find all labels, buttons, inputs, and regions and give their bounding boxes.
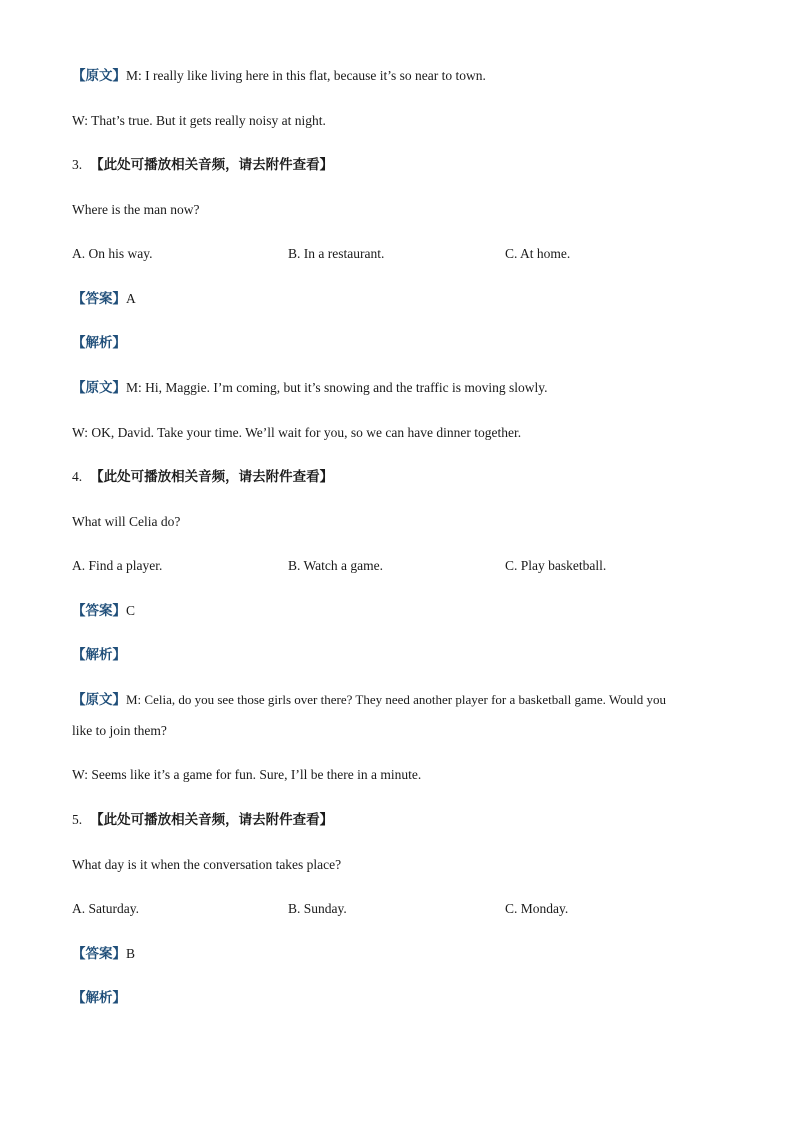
audio-note: 【此处可播放相关音频，请去附件查看】	[90, 469, 334, 485]
analysis-line	[72, 335, 126, 351]
answer-value: B	[126, 946, 136, 961]
answer-line	[72, 946, 135, 962]
option-b: B. In a restaurant.	[288, 246, 385, 261]
option-b: B. Sunday.	[288, 901, 347, 916]
question-4-text: What will Celia do?	[72, 514, 181, 529]
source-text: M: Hi, Maggie. I’m coming, but it’s snowing and the traffic is moving slowly.	[126, 380, 548, 395]
option-a: A. Find a player.	[72, 558, 163, 573]
answer-value: A	[126, 291, 136, 306]
question-4-audio-line	[72, 469, 333, 485]
question-3-audio-line	[72, 157, 333, 173]
question-number: 4.	[72, 469, 83, 484]
source-text-line	[72, 767, 421, 783]
answer-tag: 【答案】	[72, 946, 126, 962]
source-text: like to join them?	[72, 723, 167, 738]
answer-line	[72, 603, 135, 619]
source-text-line	[72, 692, 666, 708]
question-5-audio-line	[72, 812, 333, 828]
answer-value: C	[126, 603, 136, 618]
source-tag: 【原文】	[72, 380, 126, 396]
answer-tag: 【答案】	[72, 603, 126, 619]
analysis-line	[72, 990, 126, 1006]
source-text: M: Celia, do you see those girls over there? They need another player for a basketball game. Would you	[126, 692, 666, 707]
source-text-line	[72, 425, 521, 441]
source-text: W: OK, David. Take your time. We’ll wait for you, so we can have dinner together.	[72, 425, 522, 440]
audio-note: 【此处可播放相关音频，请去附件查看】	[90, 812, 334, 828]
source-text: W: That’s true. But it gets really noisy at night.	[72, 113, 326, 128]
option-c: C. Play basketball.	[505, 558, 607, 573]
source-text-line	[72, 380, 547, 396]
option-a: A. On his way.	[72, 246, 153, 261]
option-c: C. Monday.	[505, 901, 569, 916]
answer-tag: 【答案】	[72, 291, 126, 307]
analysis-tag: 【解析】	[72, 990, 126, 1006]
source-text: M: I really like living here in this flat, because it’s so near to town.	[126, 68, 486, 83]
source-text-line	[72, 68, 486, 84]
answer-line	[72, 291, 136, 307]
question-3-text: Where is the man now?	[72, 202, 200, 217]
question-number: 5.	[72, 812, 83, 827]
audio-note: 【此处可播放相关音频，请去附件查看】	[90, 157, 334, 173]
analysis-tag: 【解析】	[72, 335, 126, 351]
question-number: 3.	[72, 157, 83, 172]
option-c: C. At home.	[505, 246, 571, 261]
analysis-tag: 【解析】	[72, 647, 126, 663]
source-text-line	[72, 723, 167, 739]
analysis-line	[72, 647, 126, 663]
option-a: A. Saturday.	[72, 901, 139, 916]
option-b: B. Watch a game.	[288, 558, 384, 573]
question-5-text: What day is it when the conversation takes place?	[72, 857, 342, 872]
source-text-line	[72, 113, 326, 129]
source-tag: 【原文】	[72, 68, 126, 84]
source-tag: 【原文】	[72, 692, 126, 708]
source-text: W: Seems like it’s a game for fun. Sure, I’ll be there in a minute.	[72, 767, 422, 782]
